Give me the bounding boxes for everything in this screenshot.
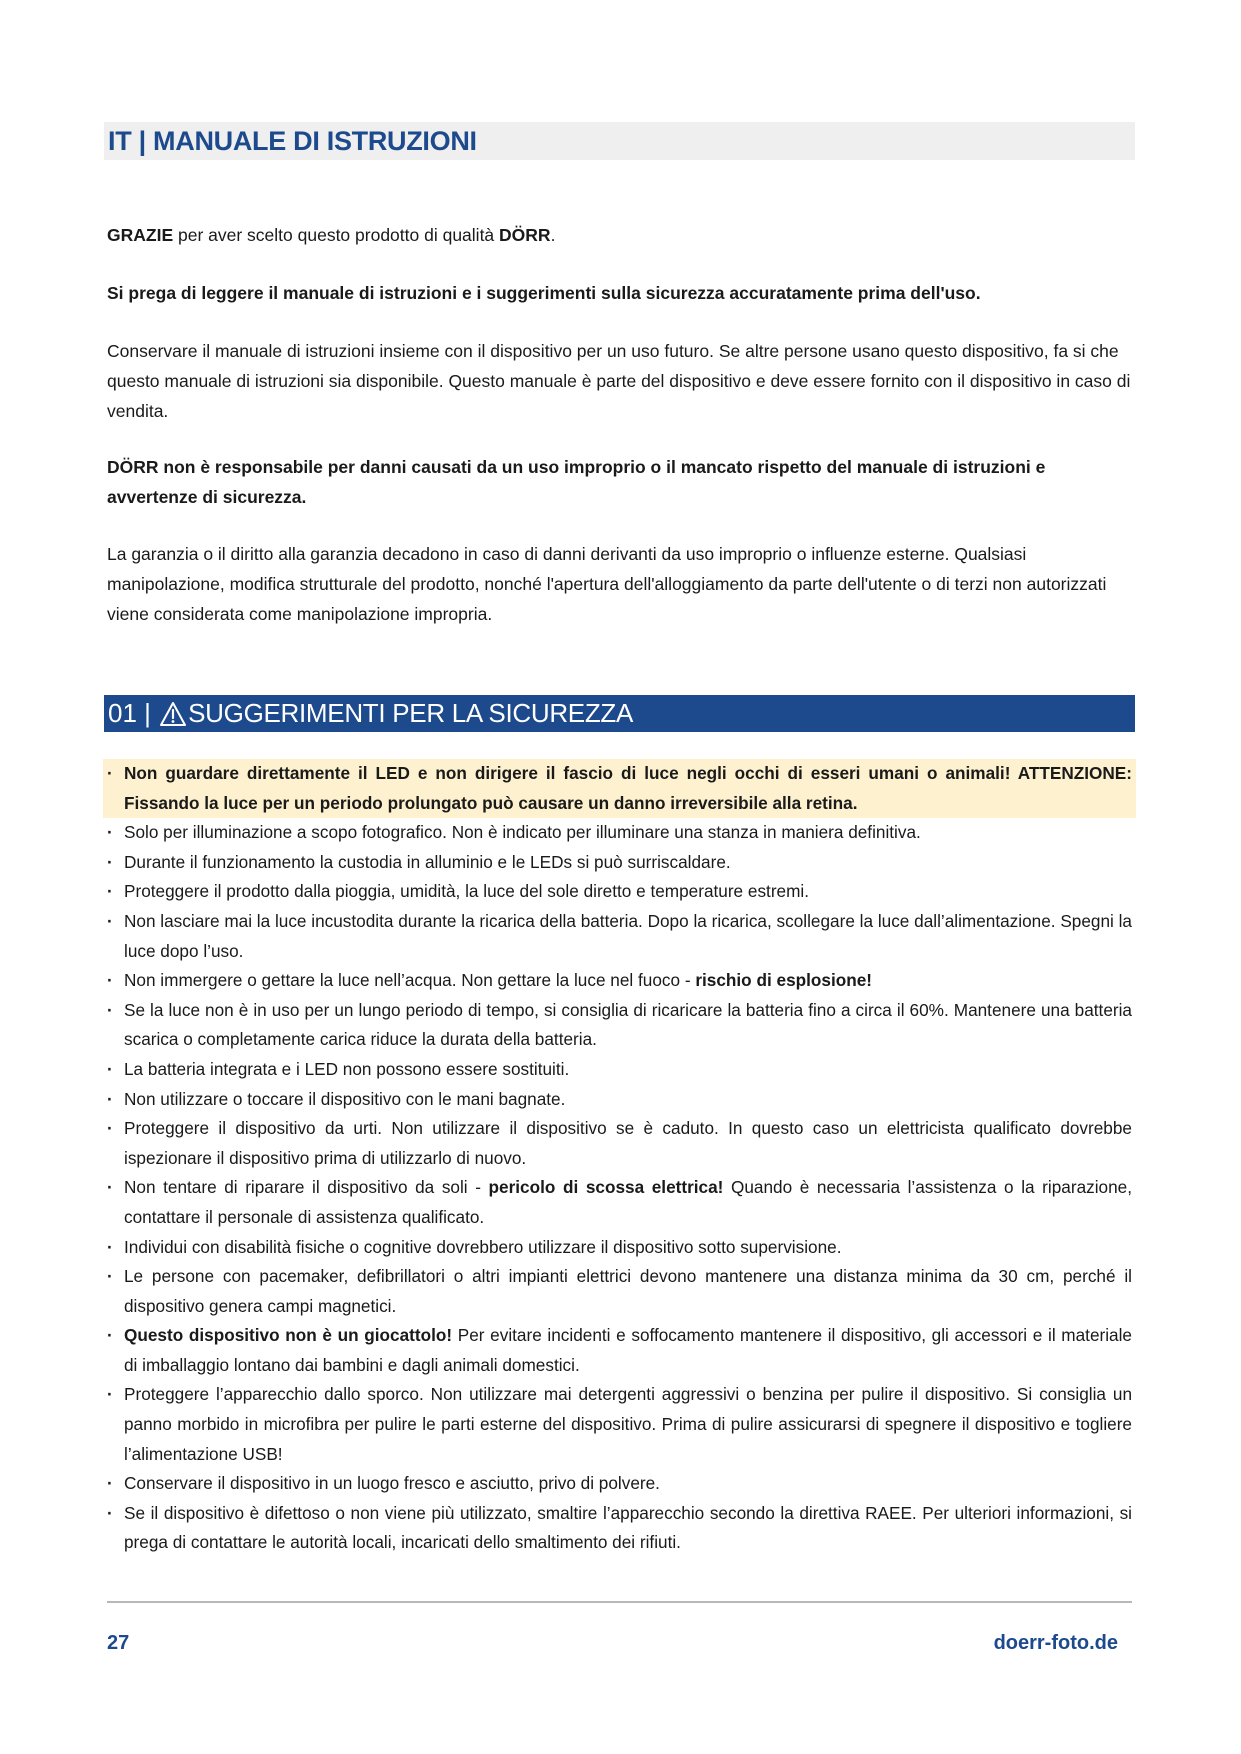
thanks-text: per aver scelto questo prodotto di qualità — [173, 225, 500, 245]
footer-divider — [107, 1601, 1132, 1603]
brand-name: DÖRR — [499, 225, 551, 245]
read-notice: Si prega di leggere il manuale di istruzioni e i suggerimenti sulla sicurezza accuratamente prima dell'uso. — [107, 283, 981, 303]
liability-paragraph: DÖRR non è responsabile per danni causati da un uso improprio o il mancato rispetto del manuale di istruzioni e avvertenze di sicurezza. — [107, 457, 1046, 507]
list-item: · La batteria integrata e i LED non possono essere sostituiti. — [107, 1055, 1132, 1085]
list-item: · Le persone con pacemaker, defibrillatori o altri impianti elettrici devono mantenere una distanza minima da 30 cm, perché il dispositivo genera campi magnetici. — [107, 1262, 1132, 1321]
electric-shock-warning: pericolo di scossa elettrica! — [488, 1177, 724, 1198]
list-item: · Non lasciare mai la luce incustodita durante la ricarica della batteria. Dopo la ricarica, scollegare la luce dall’alimentazione. Spegni la luce dopo l’uso. — [107, 907, 1132, 966]
list-item — [107, 966, 1132, 996]
list-item-text: Per evitare incidenti e soffocamento mantenere il dispositivo, gli accessori e il materiale di imballaggio lontano dai bambini e dagli animali domestici. — [124, 1325, 1132, 1375]
list-item: · Proteggere il dispositivo da urti. Non utilizzare il dispositivo se è caduto. In questo caso un elettricista qualificato dovrebbe ispezionare il dispositivo prima di utilizzarlo di nuovo. — [107, 1114, 1132, 1173]
list-item: · Individui con disabilità fisiche o cognitive dovrebbero utilizzare il dispositivo sotto supervisione. — [107, 1233, 1132, 1263]
thanks-end: . — [550, 225, 556, 245]
safety-item-led-warning: · Non guardare direttamente il LED e non dirigere il fascio di luce negli occhi di esseri umani o animali! ATTENZIONE: Fissando la luce per un periodo prolungato può causare un danno irreversibile alla retina. — [103, 759, 1136, 818]
list-item: · Se la luce non è in uso per un lungo periodo di tempo, si consiglia di ricaricare la batteria fino a circa il 60%. Mantenere una batteria scarica o completamente carica riduce la durata della batteria. — [107, 996, 1132, 1055]
intro-section — [107, 220, 1132, 657]
keep-manual-paragraph: Conservare il manuale di istruzioni insieme con il dispositivo per un uso futuro. Se altre persone usano questo dispositivo, fa si che questo manuale di istruzioni sia disponibile. Questo manuale è parte del dispositivo e deve essere fornito con il dispositivo in caso di vendita. — [107, 341, 1131, 421]
thanks-word: GRAZIE — [107, 225, 174, 245]
list-item — [107, 1173, 1132, 1232]
thanks-paragraph — [107, 220, 1132, 250]
list-item: · Durante il funzionamento la custodia in alluminio e le LEDs si può surriscaldare. — [107, 848, 1132, 878]
list-item: · Proteggere il prodotto dalla pioggia, umidità, la luce del sole diretto e temperature estremi. — [107, 877, 1132, 907]
explosion-risk-warning: rischio di esplosione! — [695, 970, 873, 991]
page-header — [104, 122, 1135, 160]
list-item: · Non utilizzare o toccare il dispositivo con le mani bagnate. — [107, 1085, 1132, 1115]
list-item: · Proteggere l’apparecchio dallo sporco. Non utilizzare mai detergenti aggressivi o benzina per pulire il dispositivo. Si consiglia un panno morbido in microfibra per pulire le parti esterne del dispositivo. Prima di pulire assicurarsi di spegnere il dispositivo e togliere l’alimentazione USB! — [107, 1380, 1132, 1469]
section-heading-safety — [104, 695, 1135, 732]
warning-triangle-icon — [160, 701, 186, 727]
page-title: IT | MANUALE DI ISTRUZIONI — [108, 126, 477, 156]
page-number: 27 — [107, 1632, 130, 1654]
list-item-text: Quando è necessaria l’assistenza o la riparazione, contattare il personale di assistenza qualificato. — [124, 1177, 1132, 1227]
list-item: · Se il dispositivo è difettoso o non viene più utilizzato, smaltire l’apparecchio secondo la direttiva RAEE. Per ulteriori informazioni, si prega di contattare le autorità locali, incaricati dello smaltimento dei rifiuti. — [107, 1499, 1132, 1558]
list-item — [107, 1321, 1132, 1380]
section-title: SUGGERIMENTI PER LA SICUREZZA — [188, 698, 634, 728]
list-item-text: Non immergere o gettare la luce nell’acqua. Non gettare la luce nel fuoco - — [124, 970, 696, 991]
section-number: 01 | — [108, 698, 159, 728]
website-link[interactable]: doerr-foto.de — [993, 1632, 1118, 1654]
list-item-text: Non tentare di riparare il dispositivo da soli - — [124, 1177, 489, 1198]
list-item: · Solo per illuminazione a scopo fotografico. Non è indicato per illuminare una stanza in maniera definitiva. — [107, 818, 1132, 848]
safety-list — [107, 759, 1132, 1558]
list-item: · Conservare il dispositivo in un luogo fresco e asciutto, privo di polvere. — [107, 1469, 1132, 1499]
warranty-paragraph: La garanzia o il diritto alla garanzia decadono in caso di danni derivanti da uso improprio o influenze esterne. Qualsiasi manipolazione, modifica strutturale del prodotto, nonché l'apertura dell'alloggiamento da parte dell'utente o di terzi non autorizzati viene considerata come manipolazione impropria. — [107, 544, 1107, 624]
not-a-toy-warning: Questo dispositivo non è un giocattolo! — [124, 1325, 453, 1346]
